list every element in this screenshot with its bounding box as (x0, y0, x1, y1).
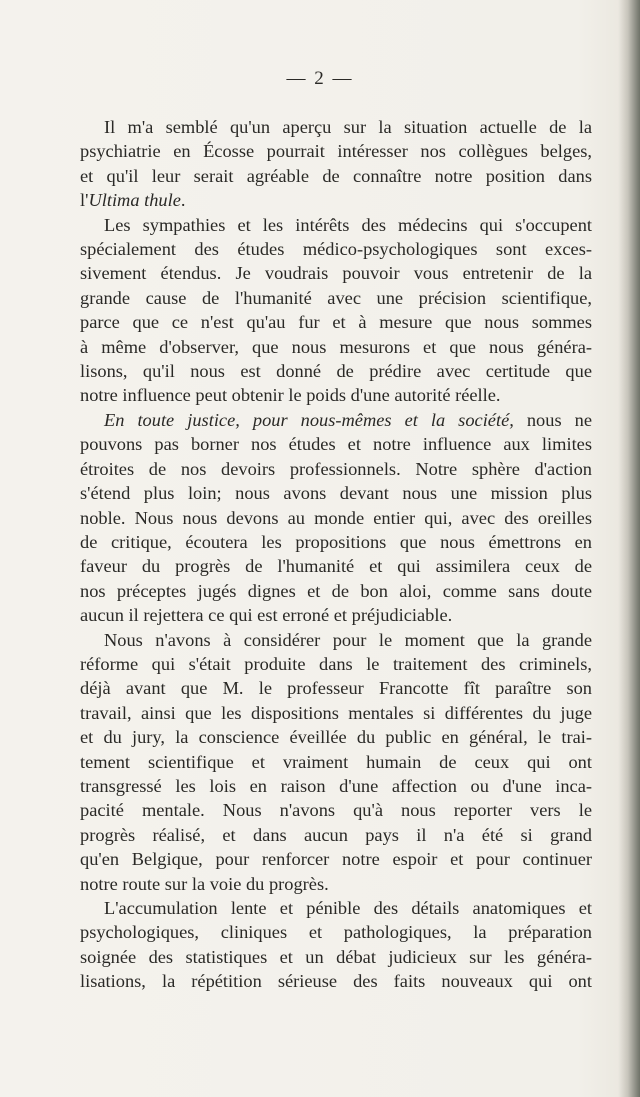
text-fragment: . (180, 190, 186, 211)
text-line: réforme qui s'était produite dans le traitement des criminels, (80, 653, 592, 674)
page-number: — 2 — (286, 68, 354, 89)
text-line: Les sympathies et les intérêts des médecins qui s'occupent (104, 214, 592, 235)
text-line: étroites de nos devoirs professionnels. Notre sphère d'action (80, 458, 592, 479)
text-line: notre influence peut obtenir le poids d'une autorité réelle. (80, 385, 501, 406)
paragraph-5 (80, 896, 592, 994)
body-text (80, 115, 592, 994)
text-line: psychologiques, cliniques et pathologiques, la préparation (80, 922, 592, 943)
text-line: noble. Nous nous devons au monde entier qui, avec des oreilles (80, 507, 592, 528)
text-line: transgressé les lois en raison d'une affection ou d'une inca- (80, 775, 592, 796)
italic-phrase: En toute justice, pour nous-mêmes et la société, (104, 409, 514, 430)
text-line: psychiatrie en Écosse pourrait intéresser nos collègues belges, (80, 141, 592, 162)
text-line: pouvons pas borner nos études et notre influence aux limites (80, 434, 592, 455)
page-edge-shadow (618, 0, 640, 1097)
text-line: progrès réalisé, et dans aucun pays il n'a été si grand (80, 824, 592, 845)
text-line: lisations, la répétition sérieuse des faits nouveaux qui ont (80, 971, 592, 992)
paragraph-3 (80, 408, 592, 628)
text-line: de critique, écoutera les propositions que nous émettrons en (80, 531, 592, 552)
italic-title: Ultima thule (88, 190, 181, 211)
text-line: soignée des statistiques et un débat judicieux sur les généra- (80, 946, 592, 967)
paragraph-1 (80, 115, 592, 213)
text-line: faveur du progrès de l'humanité et qui assimilera ceux de (80, 556, 592, 577)
text-line: sivement étendus. Je voudrais pouvoir vous entretenir de la (80, 263, 592, 284)
text-line: à même d'observer, que nous mesurons et que nous généra- (80, 336, 592, 357)
text-line: travail, ainsi que les dispositions mentales si différentes du juge (80, 702, 592, 723)
text-fragment: nous ne (513, 409, 592, 430)
text-line: nos préceptes jugés dignes et de bon aloi, comme sans doute (80, 580, 592, 601)
text-line: déjà avant que M. le professeur Francotte fît paraître son (80, 678, 592, 699)
text-line: aucun il rejettera ce qui est erroné et préjudiciable. (80, 605, 453, 626)
text-line: qu'en Belgique, pour renforcer notre espoir et pour continuer (80, 849, 592, 870)
text-line (80, 408, 592, 432)
text-line: grande cause de l'humanité avec une précision scientifique, (80, 287, 592, 308)
text-line: lisons, qu'il nous est donné de prédire avec certitude que (80, 361, 592, 382)
text-line: et du jury, la conscience éveillée du public en général, le trai- (80, 727, 592, 748)
text-line (80, 188, 592, 212)
text-line: tement scientifique et vraiment humain de ceux qui ont (80, 751, 592, 772)
text-line: et qu'il leur serait agréable de connaître notre position dans (80, 165, 592, 186)
paragraph-2 (80, 213, 592, 408)
text-line: spécialement des études médico-psychologiques sont exces- (80, 239, 592, 260)
text-line: s'étend plus loin; nous avons devant nous une mission plus (80, 483, 592, 504)
text-line: L'accumulation lente et pénible des détails anatomiques et (104, 898, 592, 918)
text-line: parce que ce n'est qu'au fur et à mesure que nous sommes (80, 312, 592, 333)
text-line: Nous n'avons à considérer pour le moment que la grande (104, 629, 592, 650)
text-line: notre route sur la voie du progrès. (80, 873, 329, 894)
text-fragment: l' (80, 190, 89, 211)
paragraph-4 (80, 628, 592, 896)
text-line: Il m'a semblé qu'un aperçu sur la situation actuelle de la (104, 117, 592, 137)
text-line: pacité mentale. Nous n'avons qu'à nous reporter vers le (80, 800, 592, 821)
